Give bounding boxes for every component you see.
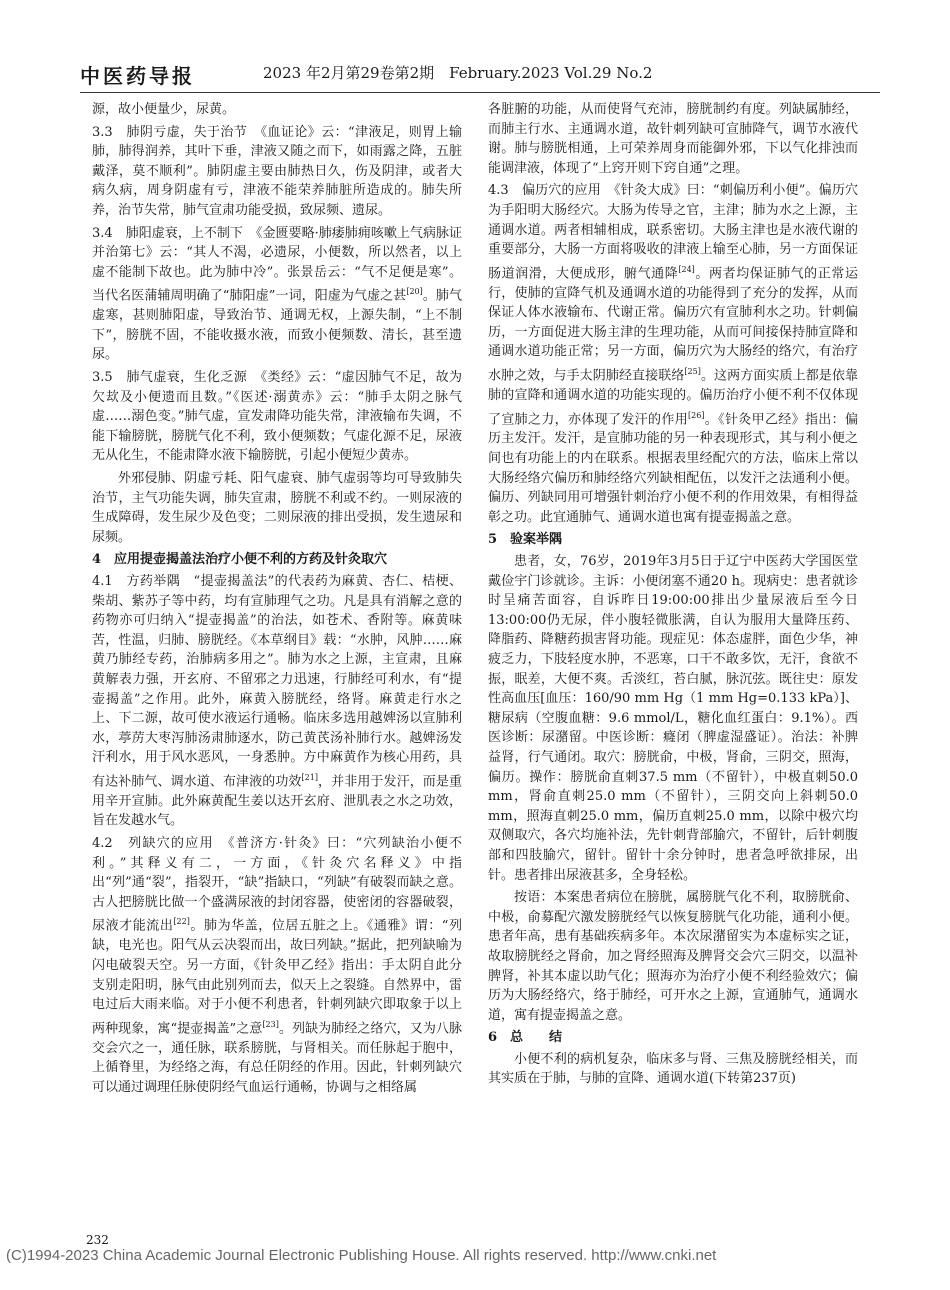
paragraph: 各脏腑的功能，从而使肾气充沛，膀胱制约有度。列缺属肺经，而肺主行水、主通调水道，故针刺列缺可宣肺降气，调节水液代谢。肺与膀胱相通，上可荣养周身而能御外邪，下以气化排浊而能调津液，体现了“上窍开则下窍自通”之理。	[488, 102, 858, 176]
section-3-5: 3.5 肺气虚衰，生化乏源 《类经》云：“虚因肺气不足，故为欠㰦及小便遗而且数。”《医述·溺黄赤》云：“肺手太阴之脉气虚……溺色变。”肺气虚，宣发肃降功能失常，津液输布失调，不能下输膀胱，膀胱气化不利，致小便频数；气虚化源不足，尿液无从化生，不能肃降水液下输膀胱，引起小便短少黄赤。	[92, 370, 462, 464]
section-3-3: 3.3 肺阴亏虚，失于治节 《血证论》云：“津液足，则胃上输肺，肺得润养，其叶下垂，津液又随之而下，如雨露之降，五脏戴泽，莫不顺利”。肺阴虚主要由肺热日久，伤及阴津，或者大病久病，周身阴虚有亏，津液不能荣养肺脏所造成的。肺失所养，治节失常，肺气宣肃功能受损，致尿频、遗尿。	[92, 124, 462, 218]
section-4-2: 4.2 列缺穴的应用 《普济方·针灸》曰：“穴列缺治小便不利。”其释义有二，一方面，《针灸穴名释义》中指出“列”通“裂”，指裂开，“缺”指缺口，“列缺”有破裂而缺之意。古人把膀胱比做一个盛满尿液的封闭容器，使密闭的容器破裂，尿液才能流出[22]。肺为华盖，位居五脏之上。《通雅》谓：“列缺，电光也。阳气从云决裂而出，故曰列缺。”据此，把列缺喻为闪电破裂天空。另一方面，《针灸甲乙经》指出：手太阴自此分支别走阳明，脉气由此别列而去，似天上之裂缝。自然界中，雷电过后大雨来临。对于小便不利患者，针刺列缺穴即取象于以上两种现象，寓“提壶揭盖”之意[23]。列缺为肺经之络穴，又为八脉交会穴之一，通任脉，联系膀胱，与肾相关。而任脉起于胞中，上循脊里，为经络之海，有总任阴经的作用。因此，针刺列缺穴可以通过调理任脉使阴经气血运行通畅，协调与之相络属	[92, 836, 462, 1095]
issue-info: 2023 年2月第29卷第2期 February.2023 Vol.29 No.2	[263, 64, 653, 82]
citation[interactable]: [21]	[301, 772, 318, 782]
citation[interactable]: [20]	[406, 287, 423, 297]
section-6-heading: 6 总 结	[488, 1030, 563, 1046]
case-report: 患者，女，76岁，2019年3月5日于辽宁中医药大学国医堂戴俭宇门诊就诊。主诉：小便闭塞不通20 h。现病史：患者就诊时呈痛苦面容，自诉昨日19:00:00排出少量尿液后至今日13:00:00仍无尿，伴小腹轻微胀满，自认为服用大量降压药、降脂药、降糖药损害肾功能。现症见：体态虚胖，面色少华，神疲乏力，下肢轻度水肿，不恶寒，口干不敢多饮，无汗，食欲不振，眠差，大便不爽。舌淡红，苔白腻，脉沉弦。既往史：原发性高血压[血压：160/90 mm Hg（1 mm Hg=0.133 kPa）]、糖尿病（空腹血糖：9.6 mmol/L，糖化血红蛋白：9.1%）。西医诊断：尿潴留。中医诊断：癃闭（脾虚湿盛证）。治法：补脾益肾，行气通闭。取穴：膀胱俞，中极，肾俞，三阴交，照海，偏历。操作：膀胱俞直刺37.5 mm（不留针），中极直刺50.0 mm，肾俞直刺25.0 mm（不留针），三阴交向上斜刺50.0 mm，照海直刺25.0 mm，偏历直刺25.0 mm，以除中极穴均双侧取穴，各穴均施补法，先针刺背部腧穴，不留针，后针刺腹部和四肢腧穴，留针。留针十余分钟时，患者急呼欲排尿，出针。患者排出尿液甚多，全身轻松。	[488, 554, 858, 883]
section-4-3: 4.3 偏历穴的应用 《针灸大成》曰：“刺偏历利小便”。偏历穴为手阳明大肠经穴。大肠为传导之官，主津；肺为水之上源，主通调水道。两者相辅相成，联系密切。大肠主津也是水液代谢的重要部分，大肠一方面将吸收的津液上输至心肺，另一方面保证肠道润滑，大便成形，腑气通降[24]。两者均保证肺气的正常运行，使肺的宣降气机及通调水道的功能得到了充分的发挥，从而保证人体水液输布、代谢正常。偏历穴有宣肺利水之功。针刺偏历，一方面促进大肠主津的生理功能，从而可间接保持肺宣降和通调水道功能正常；另一方面，偏历穴为大肠经的络穴，有治疗水肿之效，与手太阴肺经直接联络[25]。这两方面实质上都是依靠肺的宣降和通调水道的功能实现的。偏历治疗小便不利不仅体现了宣肺之力，亦体现了发汗的作用[26]。《针灸甲乙经》指出：偏历主发汗。发汗，是宣肺功能的另一种表现形式，其与利小便之间也有功能上的内在联系。根据表里经配穴的方法，临床上常以大肠经络穴偏历和肺经络穴列缺相配伍，以发汗之法通利小便。偏历、列缺同用可增强针刺治疗小便不利的作用效果，有相得益彰之功。此宜通肺气、通调水道也寓有提壶揭盖之意。	[488, 183, 858, 525]
header-rule	[80, 92, 880, 93]
continued-note[interactable]: (下转第237页)	[709, 1071, 796, 1087]
section-4-1: 4.1 方药举隅 “提壶揭盖法”的代表药为麻黄、杏仁、桔梗、柴胡、紫苏子等中药，均有宣肺理气之功。凡是具有消解之意的药物亦可归纳入“提壶揭盖”的治法，如苍术、香附等。麻黄味苦，性温，归肺、膀胱经。《本草纲目》载：“水肿，风肿……麻黄乃肺经专药，治肺病多用之”。肺为水之上源，主宣肃，且麻黄解表力强，开玄府、不留邪之力迅速，行肺经可利水，有“提壶揭盖”之作用。此外，麻黄入膀胱经，络肾。麻黄走行水之上、下二源，故可使水液运行通畅。临床多选用越婢汤以宣肺利水，葶苈大枣泻肺汤肃肺逐水，防己黄芪汤补肺行水。越婢汤发汗利水，用于风水恶风，一身悉肿。方中麻黄作为核心用药，具有达补肺气、调水道、布津液的功效[21]，并非用于发汗，而是重用辛开宣肺。此外麻黄配生姜以达开玄府、泄肌表之水之功效，旨在发越水气。	[92, 573, 462, 829]
right-column	[488, 100, 858, 1092]
section-5-heading: 5 验案举隅	[488, 532, 563, 548]
section-4-heading: 4 应用提壶揭盖法治疗小便不利的方药及针灸取穴	[92, 552, 388, 568]
paragraph: 外邪侵肺、阴虚亏耗、阳气虚衰、肺气虚弱等均可导致肺失治节，主气功能失调，肺失宣肃，膀胱不利或不约。一则尿液的生成障碍，发生尿少及色变；二则尿液的排出受损，发生遗尿和尿频。	[92, 471, 462, 545]
citation[interactable]: [23]	[262, 1019, 279, 1029]
citation[interactable]: [24]	[678, 264, 695, 274]
page-number: 232	[86, 1233, 109, 1247]
copyright-footer: (C)1994-2023 China Academic Journal Electronic Publishing House. All rights reserved. http://www.cnki.net	[6, 1247, 717, 1264]
citation[interactable]: [22]	[173, 917, 190, 927]
case-commentary: 按语：本案患者病位在膀胱，属膀胱气化不利，取膀胱俞、中极，俞募配穴激发膀胱经气以恢复膀胱气化功能，通利小便。患者年高，患有基础疾病多年。本次尿潴留实为本虚标实之证，故取膀胱经之肾俞，加之肾经照海及脾肾交会穴三阴交，以温补脾肾，补其本虚以助气化；照海亦为治疗小便不利经验效穴；偏历为大肠经络穴，络于肺经，可开水之上源，宣通肺气，通调水道，寓有提壶揭盖之意。	[488, 890, 858, 1023]
paragraph: 源，故小便量少，尿黄。	[92, 102, 236, 117]
left-column	[92, 100, 462, 1100]
citation[interactable]: [26]	[688, 410, 705, 420]
journal-logo: 中医药导报	[80, 64, 195, 88]
conclusion: 小便不利的病机复杂，临床多与肾、三焦及膀胱经相关，而其实质在于肺，与肺的宣降、通调水道(下转第237页)	[488, 1051, 858, 1087]
section-3-4: 3.4 肺阳虚衰，上不制下 《金匮要略·肺痿肺痈咳嗽上气病脉证并治第七》云：“其人不渴，必遗尿，小便数，所以然者，以上虚不能制下故也。此为肺中冷”。张景岳云：“气不足便是寒”。当代名医蒲辅周明确了“肺阳虚”一词，阳虚为气虚之甚[20]。肺气虚寒，甚则肺阳虚，导致治节、通调无权，上源失制，“上不制下”，膀胱不固，不能收摄水液，而致小便频数、清长，甚至遗尿。	[92, 225, 462, 363]
citation[interactable]: [25]	[684, 367, 701, 377]
page-header	[80, 62, 880, 86]
